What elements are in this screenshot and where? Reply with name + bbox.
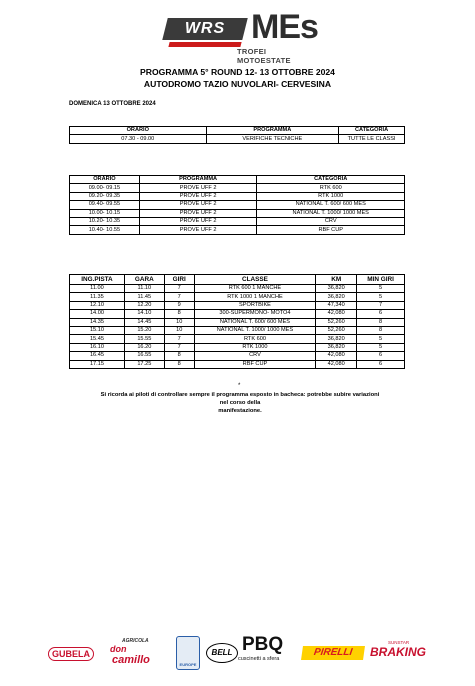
table-cell: 17.25 [124, 360, 164, 368]
table-cell: 42,080 [316, 352, 357, 360]
table-cell: 14.35 [70, 318, 125, 326]
footnote-line-2: manifestazione. [218, 408, 262, 414]
table-cell: 8 [164, 360, 194, 368]
wrs-logo-text: WRS [184, 20, 226, 37]
table-cell: CRV [194, 352, 316, 360]
table-cell: 12.10 [70, 301, 125, 309]
table-cell: 11.35 [70, 293, 125, 301]
footnote [100, 391, 380, 415]
table-cell: 8 [164, 352, 194, 360]
table-cell: 9 [164, 301, 194, 309]
table-cell: 7 [164, 293, 194, 301]
column-header: MIN GIRI [357, 275, 405, 285]
pbq-logo: PBQ [242, 634, 284, 655]
don-camillo-logo [110, 638, 168, 666]
column-header: CATEGORIA [257, 176, 405, 184]
table-row [70, 343, 405, 351]
table-cell: 12.20 [124, 301, 164, 309]
column-header: GIRI [164, 275, 194, 285]
table-cell: 16.20 [124, 343, 164, 351]
table-cell: RTK 1000 [194, 343, 316, 351]
column-header: CATEGORIA [339, 127, 405, 135]
table-cell: TUTTE LE CLASSI [339, 135, 405, 143]
column-header: KM [316, 275, 357, 285]
prove-table [69, 175, 405, 235]
wrs-logo-block [162, 18, 247, 40]
table-cell: NATIONAL T. 1000/ 1000 MES [257, 209, 405, 217]
document-title: PROGRAMMA 5° ROUND 12- 13 OTTOBRE 2024 [140, 67, 335, 77]
table-cell: 14.45 [124, 318, 164, 326]
column-header: CLASSE [194, 275, 316, 285]
table-cell: 42,080 [316, 310, 357, 318]
wrs-mes-logo [165, 8, 318, 65]
table-cell: 36,820 [316, 335, 357, 343]
table-cell: PROVE UFF 2 [139, 226, 257, 234]
table-cell: SPORTBIKE [194, 301, 316, 309]
document-subtitle: AUTODROMO TAZIO NUVOLARI- CERVESINA [143, 79, 332, 89]
table-cell: 36,820 [316, 293, 357, 301]
europe-badge-text: EUROPE [179, 662, 197, 667]
pbq-tagline: cuscinetti a sfera [238, 656, 280, 662]
table-row [70, 352, 405, 360]
table-cell: RTK 600 1 MANCHE [194, 285, 316, 293]
table-cell: NATIONAL T. 600/ 600 MES [257, 201, 405, 209]
day-heading: DOMENICA 13 OTTOBRE 2024 [69, 101, 156, 107]
table-cell: 47,340 [316, 301, 357, 309]
don-camillo-don-text: don [110, 644, 127, 654]
table-cell: 10 [164, 326, 194, 334]
table-cell: 14.00 [70, 310, 125, 318]
table-cell: 09.00- 09.15 [70, 184, 140, 192]
table-cell: RBF CUP [194, 360, 316, 368]
table-cell: RTK 1000 1 MANCHE [194, 293, 316, 301]
column-header: PROGRAMMA [139, 176, 257, 184]
table-cell: PROVE UFF 2 [139, 217, 257, 225]
table-cell: 6 [357, 352, 405, 360]
table-cell: 16.45 [70, 352, 125, 360]
table-cell: 09.20- 09.35 [70, 192, 140, 200]
table-cell: 52,260 [316, 326, 357, 334]
table-cell: 7 [164, 285, 194, 293]
table-cell: 16.55 [124, 352, 164, 360]
asterisk-mark: * [238, 383, 241, 389]
table-cell: 6 [357, 310, 405, 318]
table-cell: PROVE UFF 2 [139, 184, 257, 192]
table-row [70, 360, 405, 368]
table-cell: 42,080 [316, 360, 357, 368]
table-cell: 7 [164, 343, 194, 351]
table-row [70, 135, 405, 143]
table-cell: 8 [357, 318, 405, 326]
table-cell: 15.10 [70, 326, 125, 334]
column-header: ORARIO [70, 176, 140, 184]
table-cell: 52,260 [316, 318, 357, 326]
table-cell: 11.10 [124, 285, 164, 293]
table-cell: 15.55 [124, 335, 164, 343]
table-cell: 300-SUPERMONO- MOTO4 [194, 310, 316, 318]
logo-red-bar [168, 42, 241, 47]
table-cell: 5 [357, 343, 405, 351]
pirelli-logo: PIRELLI [301, 646, 365, 660]
footnote-line-1: Si ricorda ai piloti di controllare sempre il programma esposto in bacheca: potrebbe subire variazioni nel corso della [100, 392, 380, 406]
table-row [70, 192, 405, 200]
table-cell: 8 [164, 310, 194, 318]
table-cell: 07.30 - 09.00 [70, 135, 207, 143]
table-cell: PROVE UFF 2 [139, 209, 257, 217]
table-row [70, 318, 405, 326]
table-cell: 36,820 [316, 285, 357, 293]
mes-logo-text: MEs [251, 8, 318, 46]
table-cell: PROVE UFF 2 [139, 201, 257, 209]
table-cell: 09.40- 09.55 [70, 201, 140, 209]
table-cell: 5 [357, 293, 405, 301]
table-cell: 17.15 [70, 360, 125, 368]
table-cell: 6 [357, 360, 405, 368]
table-cell: 16.10 [70, 343, 125, 351]
table-cell: 15.20 [124, 326, 164, 334]
table-row [70, 335, 405, 343]
table-cell: 7 [164, 335, 194, 343]
table-cell: 10.00- 10.15 [70, 209, 140, 217]
table-row [70, 226, 405, 234]
table-row [70, 301, 405, 309]
table-cell: NATIONAL T. 1000/ 1000 MES [194, 326, 316, 334]
braking-logo: BRAKING [370, 645, 426, 659]
gubela-logo: GUBELA [48, 647, 94, 661]
table-cell: 10.40- 10.55 [70, 226, 140, 234]
table-cell: 11.45 [124, 293, 164, 301]
logo-subtitle: TROFEI MOTOESTATE [237, 47, 291, 65]
table-row [70, 184, 405, 192]
table-cell: 36,820 [316, 343, 357, 351]
table-cell: 11.00 [70, 285, 125, 293]
table-row [70, 285, 405, 293]
table-cell: 15.45 [70, 335, 125, 343]
column-header: ORARIO [70, 127, 207, 135]
table-cell: RTK 600 [257, 184, 405, 192]
table-cell: 5 [357, 335, 405, 343]
sunstar-text: SUNSTAR [388, 640, 410, 645]
europe-badge-logo [176, 636, 200, 670]
table-cell: CRV [257, 217, 405, 225]
table-cell: PROVE UFF 2 [139, 192, 257, 200]
column-header: PROGRAMMA [206, 127, 339, 135]
table-row [70, 293, 405, 301]
table-cell: RTK 600 [194, 335, 316, 343]
table-cell: 8 [357, 326, 405, 334]
sponsor-logos [48, 632, 443, 672]
bell-logo: BELL [206, 643, 238, 663]
table-cell: RBF CUP [257, 226, 405, 234]
table-row [70, 217, 405, 225]
table-cell: 14.10 [124, 310, 164, 318]
don-camillo-name-text: camillo [112, 654, 150, 666]
table-row [70, 209, 405, 217]
table-cell: VERIFICHE TECNICHE [206, 135, 339, 143]
don-camillo-small-text: AGRICOLA [122, 638, 149, 644]
column-header: ING.PISTA [70, 275, 125, 285]
column-header: GARA [124, 275, 164, 285]
table-cell: 10.20- 10.35 [70, 217, 140, 225]
table-cell: RTK 1000 [257, 192, 405, 200]
table-row [70, 201, 405, 209]
gare-table [69, 274, 405, 369]
table-cell: NATIONAL T. 600/ 600 MES [194, 318, 316, 326]
verifiche-table [69, 126, 405, 144]
table-cell: 10 [164, 318, 194, 326]
table-row [70, 310, 405, 318]
table-cell: 5 [357, 285, 405, 293]
table-row [70, 326, 405, 334]
table-cell: 7 [357, 301, 405, 309]
